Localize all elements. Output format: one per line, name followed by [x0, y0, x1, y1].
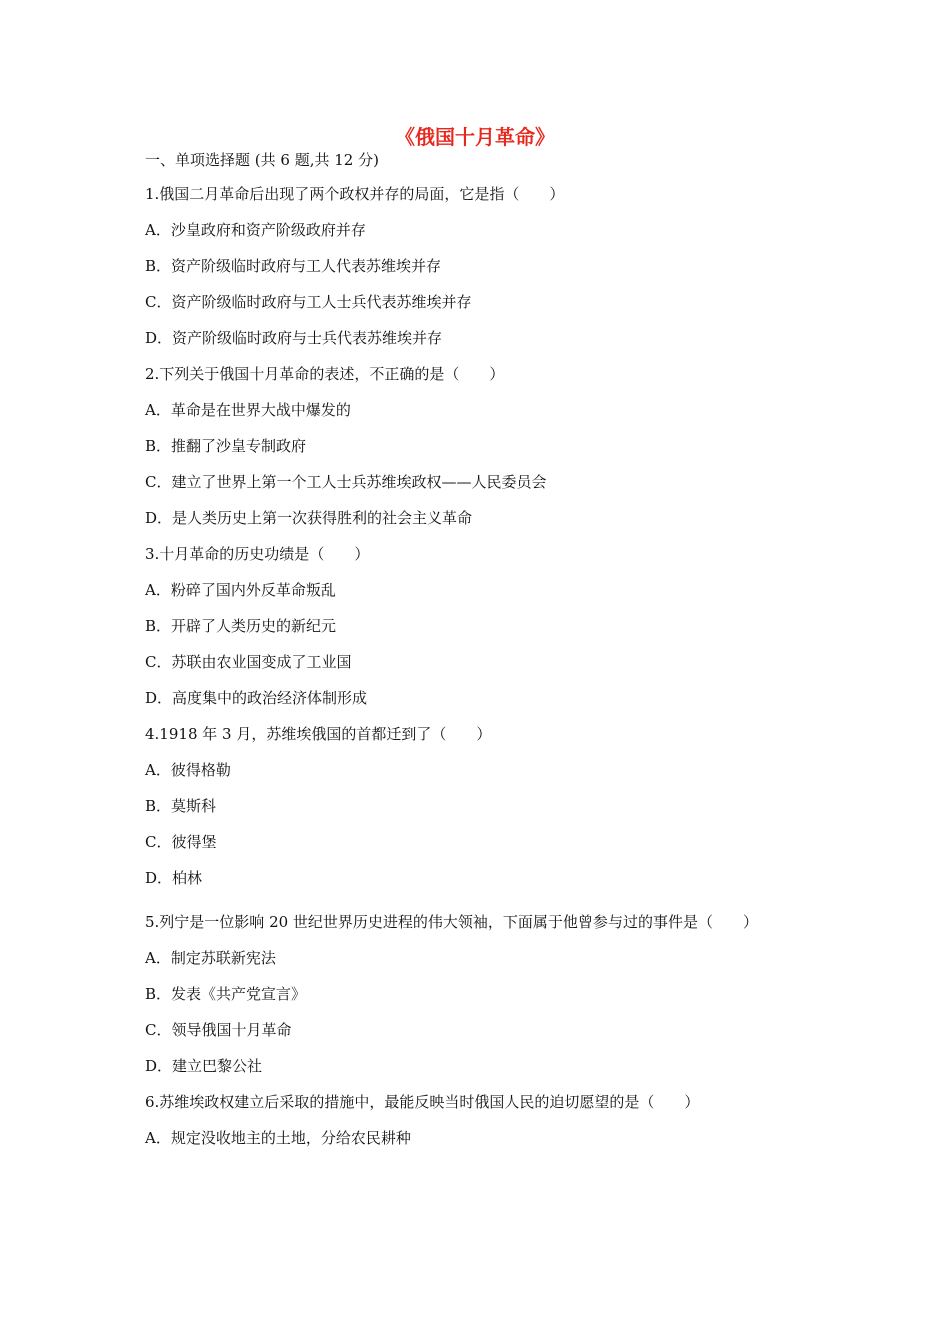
question-3-option-b: B．开辟了人类历史的新纪元: [145, 617, 337, 635]
question-1-option-a: A．沙皇政府和资产阶级政府并存: [145, 221, 366, 239]
question-stem-4: 4.1918 年 3 月，苏维埃俄国的首都迁到了（ ）: [145, 725, 492, 743]
question-1-option-b: B．资产阶级临时政府与工人代表苏维埃并存: [145, 257, 442, 275]
question-2-option-c: C．建立了世界上第一个工人士兵苏维埃政权——人民委员会: [145, 473, 547, 491]
question-4-option-b: B．莫斯科: [145, 797, 217, 815]
question-5-option-a: A．制定苏联新宪法: [145, 949, 276, 967]
question-stem-5: 5.列宁是一位影响 20 世纪世界历史进程的伟大领袖，下面属于他曾参与过的事件是（ ）: [145, 913, 758, 931]
question-1-option-c: C．资产阶级临时政府与工人士兵代表苏维埃并存: [145, 293, 472, 311]
question-2-option-d: D．是人类历史上第一次获得胜利的社会主义革命: [145, 509, 473, 527]
section-header: 一、单项选择题 (共 6 题,共 12 分): [145, 151, 379, 169]
question-5-option-b: B．发表《共产党宣言》: [145, 985, 307, 1003]
question-5-option-c: C．领导俄国十月革命: [145, 1021, 292, 1039]
question-2-option-b: B．推翻了沙皇专制政府: [145, 437, 307, 455]
question-6-option-a: A．规定没收地主的土地，分给农民耕种: [145, 1129, 411, 1147]
question-stem-3: 3.十月革命的历史功绩是（ ）: [145, 545, 370, 563]
question-3-option-c: C．苏联由农业国变成了工业国: [145, 653, 352, 671]
question-stem-6: 6.苏维埃政权建立后采取的措施中，最能反映当时俄国人民的迫切愿望的是（ ）: [145, 1093, 700, 1111]
question-4-option-d: D．柏林: [145, 869, 203, 887]
question-4-option-c: C．彼得堡: [145, 833, 217, 851]
question-4-option-a: A．彼得格勒: [145, 761, 231, 779]
question-3-option-d: D．高度集中的政治经济体制形成: [145, 689, 368, 707]
document-title: 《俄国十月革命》: [395, 125, 555, 149]
question-list: [145, 150, 815, 1164]
question-2-option-a: A．革命是在世界大战中爆发的: [145, 401, 351, 419]
question-3-option-a: A．粉碎了国内外反革命叛乱: [145, 581, 336, 599]
question-stem-2: 2.下列关于俄国十月革命的表述，不正确的是（ ）: [145, 365, 505, 383]
question-5-option-d: D．建立巴黎公社: [145, 1057, 263, 1075]
question-stem-1: 1.俄国二月革命后出现了两个政权并存的局面，它是指（ ）: [145, 185, 565, 203]
question-1-option-d: D．资产阶级临时政府与士兵代表苏维埃并存: [145, 329, 443, 347]
